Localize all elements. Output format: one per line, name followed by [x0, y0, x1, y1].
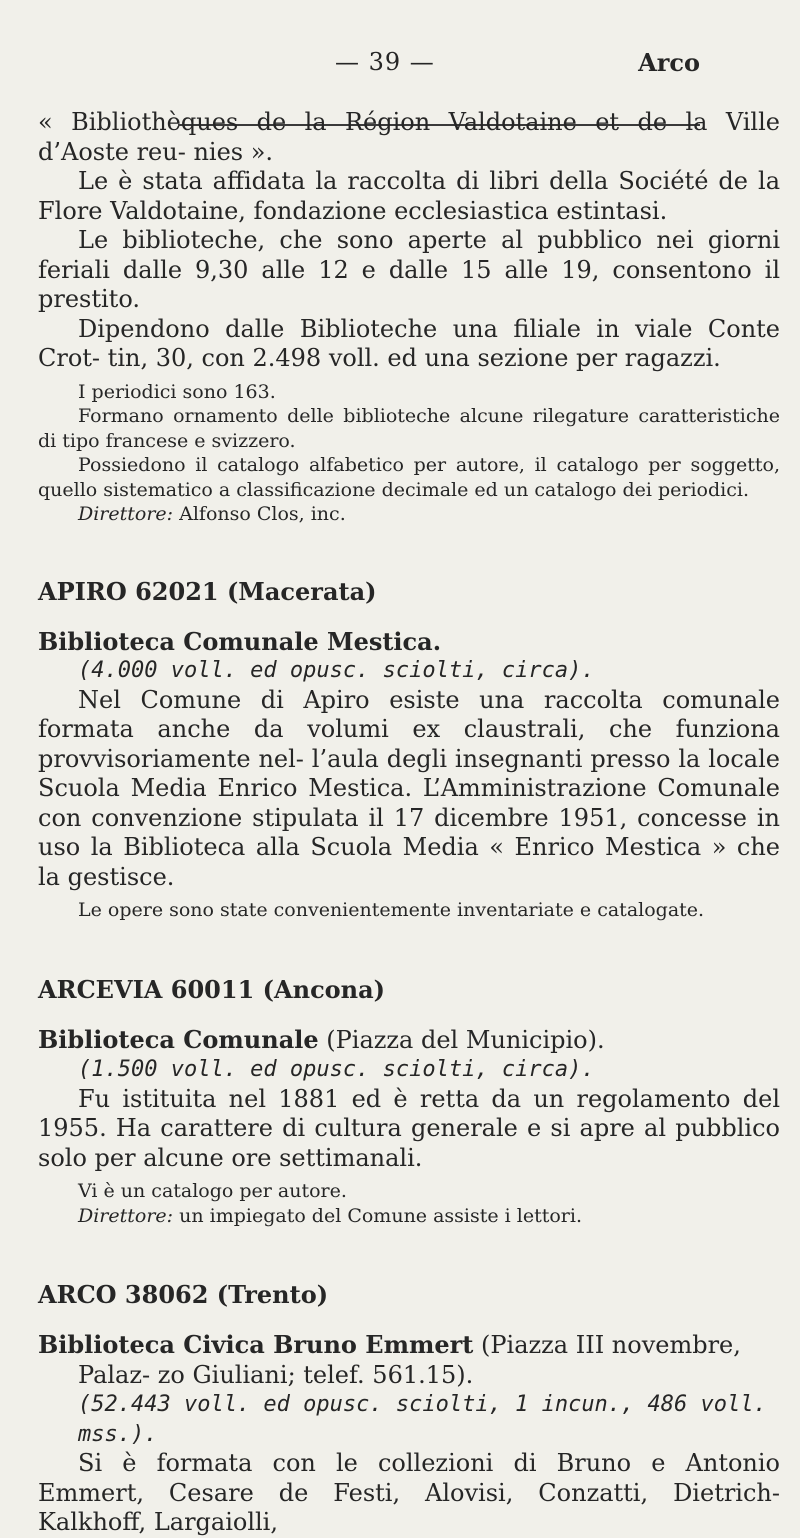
library-name-apiro: Biblioteca Comunale Mestica.	[38, 626, 442, 656]
section-heading-arcevia: ARCEVIA 60011 (Ancona)	[38, 974, 386, 1004]
arcevia-section	[38, 975, 780, 1229]
intro-section	[38, 108, 780, 527]
running-head: Arco	[638, 48, 700, 77]
holdings-arcevia: (1.500 voll. ed opusc. sciolti, circa).	[78, 1057, 595, 1082]
intro-paragraph-1: « Bibliothèques de la Région Valdotaine et de la Ville d’Aoste reu- nies ».	[38, 108, 780, 166]
section-heading-arco: ARCO 38062 (Trento)	[38, 1280, 329, 1309]
arco-paragraph-1: Si è formata con le collezioni di Bruno e Antonio Emmert, Cesare de Festi, Alovisi, Conzatti, Dietrich-Kalkhoff, Largaiolli,	[38, 1449, 780, 1536]
intro-paragraph-4: Dipendono dalle Biblioteche una filiale in viale Conte Crot- tin, 30, con 2.498 voll. ed una sezione per ragazzi.	[38, 314, 780, 372]
page-content	[38, 108, 780, 1538]
library-name-arcevia: Biblioteca Comunale	[38, 1024, 319, 1054]
library-name-arco: Biblioteca Civica Bruno Emmert	[38, 1330, 474, 1359]
intro-paragraph-3: Le biblioteche, che sono aperte al pubblico nei giorni feriali dalle 9,30 alle 12 e dalle 15 alle 19, consentono il prestito.	[38, 226, 780, 313]
apiro-paragraph-2: Le opere sono state convenientemente inventariate e catalogate.	[78, 899, 705, 921]
page-header	[0, 48, 800, 82]
intro-paragraph-5: I periodici sono 163.	[78, 380, 276, 403]
arco-section	[38, 1280, 780, 1538]
intro-paragraph-7: Possiedono il catalogo alfabetico per autore, il catalogo per soggetto, quello sistematico a classificazione decimale ed un catalogo dei periodici.	[38, 454, 780, 501]
holdings-apiro: (4.000 voll. ed opusc. sciolti, circa).	[78, 658, 595, 683]
library-entry-arcevia	[38, 1025, 780, 1056]
intro-director	[38, 502, 780, 527]
arcevia-paragraph-1: Fu istituita nel 1881 ed è retta da un regolamento del 1955. Ha carattere di cultura generale e si apre al pubblico solo per alcune ore settimanali.	[38, 1084, 780, 1172]
director-value: un impiegato del Comune assiste i lettori.	[173, 1204, 583, 1227]
arcevia-paragraph-2: Vi è un catalogo per autore.	[78, 1180, 347, 1202]
library-detail-arcevia: (Piazza del Municipio).	[318, 1025, 605, 1054]
page-number: — 39 —	[335, 48, 435, 76]
director-value: Alfonso Clos, inc.	[173, 503, 346, 525]
intro-paragraph-6: Formano ornamento delle biblioteche alcune rilegature caratteristiche di tipo francese e svizzero.	[38, 405, 780, 452]
library-detail-arco: (Piazza III novembre, Palaz- zo Giuliani; telef. 561.15).	[78, 1331, 741, 1389]
library-entry-arco	[38, 1330, 780, 1390]
section-heading-apiro: APIRO 62021 (Macerata)	[38, 576, 377, 606]
holdings-arco: (52.443 voll. ed opusc. sciolti, 1 incun., 486 voll. mss.).	[78, 1392, 767, 1447]
apiro-paragraph-1: Nel Comune di Apiro esiste una raccolta comunale formata anche da volumi ex claustrali, che funziona provvisoriamente nel- l’aula degli insegnanti presso la locale Scuola Media Enrico Mestica. L’Amministrazione Comunale con convenzione stipulata il 17 dicembre 1951, concesse in uso la Biblioteca alla Scuola Media « Enrico Mestica » che la gestisce.	[38, 685, 780, 891]
director-label: Direttore:	[78, 503, 174, 525]
apiro-section	[38, 577, 780, 923]
arcevia-director	[38, 1204, 780, 1229]
director-label: Direttore:	[78, 1204, 174, 1227]
intro-paragraph-2: Le è stata affidata la raccolta di libri della Société de la Flore Valdotaine, fondazione ecclesiastica estintasi.	[38, 167, 780, 225]
